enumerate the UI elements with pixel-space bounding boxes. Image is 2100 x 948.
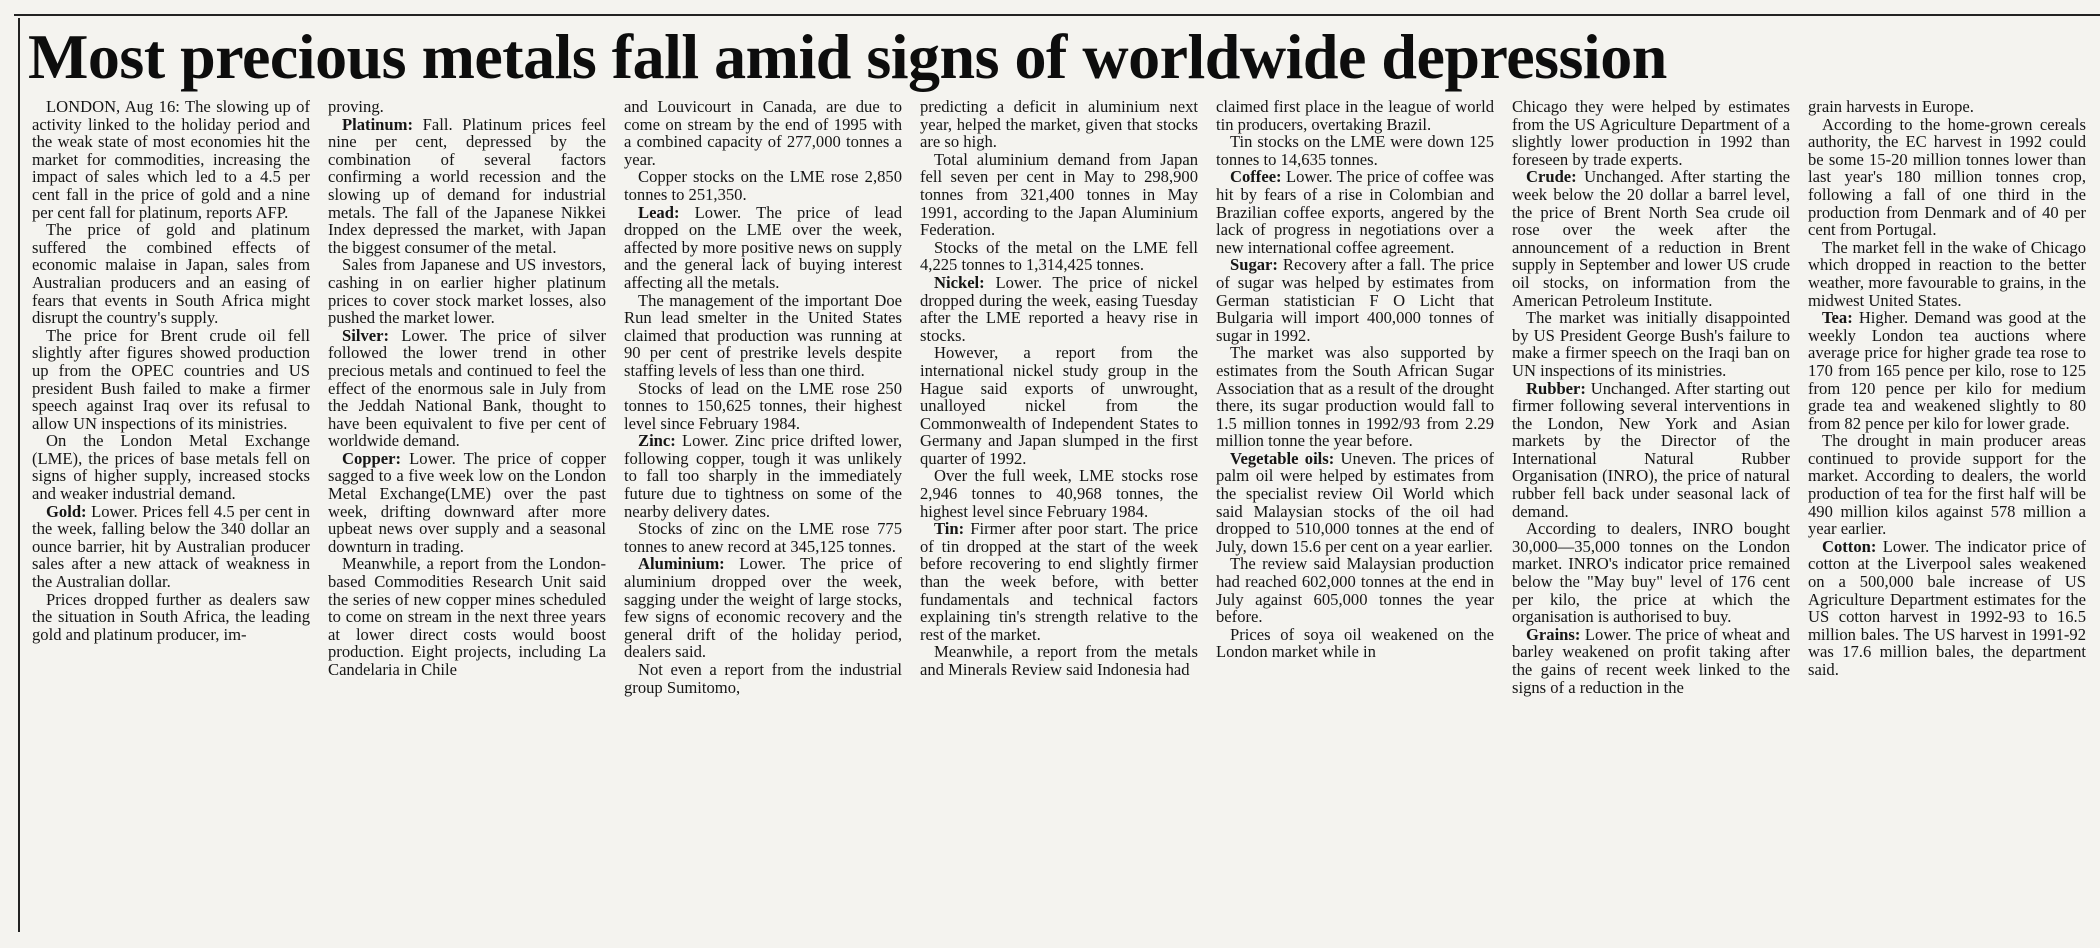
paragraph xyxy=(1808,432,2086,538)
paragraph-text: Chicago they were helped by estimates from the US Agriculture Department of a slightly lower production in 1992 than foreseen by trade experts. xyxy=(1512,98,1790,169)
paragraph xyxy=(1512,520,1790,626)
section-lead: Vegetable oils: xyxy=(1230,448,1335,468)
paragraph xyxy=(1216,168,1494,256)
paragraph xyxy=(624,555,902,661)
paragraph xyxy=(1216,555,1494,625)
paragraph-text: Stocks of zinc on the LME rose 775 tonnes to anew record at 345,125 tonnes. xyxy=(624,519,902,556)
paragraph-text: predicting a deficit in aluminium next year, helped the market, given that stocks are so high. xyxy=(920,98,1198,152)
paragraph-text: The management of the important Doe Run lead smelter in the United States claimed that production was running at 90 per cent of prestrike levels despite staffing levels of less than one third. xyxy=(624,290,902,380)
paragraph-text: Stocks of the metal on the LME fell 4,225 tonnes to 1,314,425 tonnes. xyxy=(920,237,1198,275)
paragraph-text: Uneven. The prices of palm oil were helped by estimates from the specialist review Oil World which said Malaysian stocks of the oil had dropped to 510,000 tonnes at the end of July, down 15.6 per cent on a year earlier. xyxy=(1216,448,1494,556)
paragraph-text: claimed first place in the league of world tin producers, overtaking Brazil. xyxy=(1216,98,1494,134)
paragraph xyxy=(328,327,606,450)
paragraph-text: LONDON, Aug 16: The slowing up of activity linked to the holiday period and the weak state of most economies hit the market for commodities, increasing the impact of sales which led to a 4.5 per cent fall in the price of gold and a nine per cent fall for platinum, reports AFP. xyxy=(32,98,310,222)
paragraph xyxy=(328,256,606,326)
paragraph xyxy=(624,168,902,203)
section-lead: Platinum: xyxy=(342,114,413,134)
paragraph xyxy=(920,98,1198,151)
paragraph-text: Firmer after poor start. The price of tin dropped at the start of the week before recovering to end slightly firmer than the week before, with better fundamentals and technical factors explaining tin's strength relative to the rest of the market. xyxy=(920,519,1198,644)
section-lead: Cotton: xyxy=(1822,536,1877,556)
article-column-5 xyxy=(1216,98,1494,933)
paragraph-text: The price of gold and platinum suffered the combined effects of economic malaise in Japan, sales from Australian producers and an easing of fears that events in South Africa might disrupt the country's supply. xyxy=(32,220,310,328)
paragraph-text: Total aluminium demand from Japan fell seven per cent in May to 298,900 tonnes from 321,400 tonnes in May 1991, according to the Japan Aluminium Federation. xyxy=(920,149,1198,240)
section-lead: Nickel: xyxy=(934,272,985,292)
paragraph-text: Lower. The price of silver followed the lower trend in other precious metals and continued to feel the effect of the enormous sale in July from the Jeddah National Bank, thought to have been equivalent to five per cent of worldwide demand. xyxy=(328,325,606,451)
article-column-7 xyxy=(1808,98,2086,933)
paragraph-text: Lower. The indicator price of cotton at the Liverpool sales weakened on a 500,000 bale increase of US Agriculture Department estimates for the US cotton harvest in 1992-93 to 16.5 million bales. The US harvest in 1991-92 was 17.6 million bales, the department said. xyxy=(1808,536,2086,679)
paragraph-text: Stocks of lead on the LME rose 250 tonnes to 150,625 tonnes, their highest level since February 1984. xyxy=(624,378,902,433)
paragraph-text: Lower. The price of wheat and barley weakened on profit taking after the gains of recent week linked to the signs of a reduction in the xyxy=(1512,624,1790,697)
paragraph xyxy=(328,555,606,678)
section-lead: Tin: xyxy=(934,519,965,539)
article-column-3 xyxy=(624,98,902,933)
paragraph xyxy=(1512,98,1790,168)
section-lead: Sugar: xyxy=(1230,255,1278,275)
paragraph xyxy=(1808,98,2086,116)
paragraph-text: Sales from Japanese and US investors, cashing in on earlier higher platinum prices to cover stock market losses, also pushed the market lower. xyxy=(328,255,606,328)
paragraph-text: The review said Malaysian production had reached 602,000 tonnes at the end in July against 605,000 tonnes the year before. xyxy=(1216,554,1494,627)
paragraph-text: Lower. The price of aluminium dropped over the week, sagging under the weight of large stocks, few signs of economic recovery and the general drift of the holiday period, dealers said. xyxy=(624,554,902,662)
paragraph xyxy=(624,204,902,292)
paragraph-text: The market fell in the wake of Chicago which dropped in reaction to the better weather, more favourable to grains, in the midwest United States. xyxy=(1808,237,2086,310)
paragraph xyxy=(624,380,902,433)
paragraph-text: Fall. Platinum prices feel nine per cent, depressed by the combination of several factors confirming a world recession and the slowing up of demand for industrial metals. The fall of the Japanese Nikkei Index depressed the market, with Japan the biggest consumer of the metal. xyxy=(328,114,606,257)
article-column-4 xyxy=(920,98,1198,933)
paragraph xyxy=(32,327,310,433)
paragraph-text: Prices dropped further as dealers saw the situation in South Africa, the leading gold and platinum producer, im- xyxy=(32,589,310,644)
section-lead: Lead: xyxy=(638,202,680,222)
article-column-2 xyxy=(328,98,606,933)
paragraph xyxy=(1216,256,1494,344)
paragraph-text: proving. xyxy=(328,98,384,116)
paragraph-text: The market was also supported by estimates from the South African Sugar Association that as a result of the drought there, its sugar production would fall to 1.5 million tonnes in 1992/93 from 2.29 million tonne the year before. xyxy=(1216,343,1494,451)
paragraph-text: Unchanged. After starting out firmer following several interventions in the London, New York and Asian markets by the Director of the International Natural Rubber Organisation (INRO), the price of natural rubber fell back under seasonal lack of demand. xyxy=(1512,378,1790,521)
paragraph xyxy=(1808,239,2086,309)
paragraph xyxy=(1216,626,1494,661)
paragraph xyxy=(328,98,606,116)
section-lead: Tea: xyxy=(1822,308,1853,328)
paragraph-text: Lower. The price of copper sagged to a five week low on the London Metal Exchange(LME) over the past week, drifting downward after more upbeat news over supply and a seasonal downturn in trading. xyxy=(328,448,606,556)
paragraph-text: Prices of soya oil weakened on the London market while in xyxy=(1216,624,1494,662)
section-lead: Gold: xyxy=(46,501,87,521)
paragraph xyxy=(32,221,310,327)
paragraph-text: Meanwhile, a report from the metals and Minerals Review said Indonesia had xyxy=(920,642,1198,679)
paragraph-text: The drought in main producer areas continued to provide support for the market. According to dealers, the world production of tea for the first half will be 490 million kilos against 578 million a year earlier. xyxy=(1808,431,2086,539)
paragraph xyxy=(1512,309,1790,379)
paragraph xyxy=(328,450,606,556)
paragraph-text: and Louvicourt in Canada, are due to come on stream by the end of 1995 with a combined capacity of 277,000 tonnes a year. xyxy=(624,98,902,169)
paragraph xyxy=(920,467,1198,520)
section-lead: Crude: xyxy=(1526,167,1577,187)
paragraph xyxy=(920,344,1198,467)
paragraph-text: The price for Brent crude oil fell slightly after figures showed production up from the OPEC countries and US president Bush failed to make a firmer speech against Iraq over its refusal to allow UN inspections of its ministries. xyxy=(32,325,310,433)
paragraph xyxy=(1808,538,2086,679)
paragraph xyxy=(1216,344,1494,450)
paragraph xyxy=(1512,168,1790,309)
paragraph-text: grain harvests in Europe. xyxy=(1808,98,1974,116)
paragraph-text: Tin stocks on the LME were down 125 tonnes to 14,635 tonnes. xyxy=(1216,132,1494,169)
paragraph xyxy=(920,643,1198,678)
paragraph xyxy=(1512,626,1790,696)
paragraph-text: Higher. Demand was good at the weekly London tea auctions where average price for higher grade tea rose to 170 from 165 pence per kilo, rose to 125 from 120 pence per kilo for medium grade tea and weakened slightly to 80 from 82 pence per kilo for lower grade. xyxy=(1808,308,2086,433)
paragraph xyxy=(920,520,1198,643)
article-column-6 xyxy=(1512,98,1790,933)
section-lead: Silver: xyxy=(342,325,390,345)
headline: Most precious metals fall amid signs of worldwide depression xyxy=(28,21,1667,92)
section-lead: Coffee: xyxy=(1230,167,1282,187)
paragraph xyxy=(1808,309,2086,432)
left-rule xyxy=(18,18,20,932)
paragraph-text: Meanwhile, a report from the London-based Commodities Research Unit said the series of new copper mines scheduled to come on stream in the next three years at lower direct costs would boost production. Eight projects, including La Candelaria in Chile xyxy=(328,554,606,679)
paragraph xyxy=(624,661,902,696)
paragraph-text: However, a report from the international nickel study group in the Hague said exports of unwrought, unalloyed nickel from the Commonwealth of Independent States to Germany and Japan slumped in the first quarter of 1992. xyxy=(920,343,1198,468)
paragraph xyxy=(920,239,1198,274)
paragraph-text: Lower. The price of coffee was hit by fears of a rise in Colombian and Brazilian coffee exports, angered by the lack of progress in negotiations over a new international coffee agreement. xyxy=(1216,167,1494,257)
paragraph xyxy=(32,591,310,644)
section-lead: Grains: xyxy=(1526,624,1581,644)
paragraph xyxy=(1216,98,1494,133)
paragraph-text: According to the home-grown cereals authority, the EC harvest in 1992 could be some 15-20 million tonnes lower than last year's 180 million tonnes crop, following a fall of one third in the production from Denmark and of 40 per cent from Portugal. xyxy=(1808,114,2086,240)
paragraph-text: According to dealers, INRO bought 30,000—35,000 tonnes on the London market. INRO's indicator price remained below the "May buy" level of 176 cent per kilo, the price at which the organisation is authorised to buy. xyxy=(1512,519,1790,627)
paragraph xyxy=(1808,116,2086,239)
paragraph xyxy=(328,116,606,257)
paragraph xyxy=(920,274,1198,344)
paragraph xyxy=(1216,133,1494,168)
paragraph xyxy=(1216,450,1494,556)
paragraph xyxy=(624,520,902,555)
paragraph-text: Lower. The price of lead dropped on the LME over the week, affected by more positive news on supply and the general lack of buying interest affecting all the metals. xyxy=(624,202,902,292)
paragraph xyxy=(624,432,902,520)
paragraph xyxy=(624,292,902,380)
paragraph-text: Unchanged. After starting the week below the 20 dollar a barrel level, the price of Brent North Sea crude oil rose over the week after the announcement of a reduction in Brent supply in September and lower US crude oil stocks, on information from the American Petroleum Institute. xyxy=(1512,167,1790,310)
article-column-1 xyxy=(32,98,310,933)
paragraph-text: On the London Metal Exchange (LME), the prices of base metals fell on signs of higher supply, increased stocks and weaker industrial demand. xyxy=(32,431,310,504)
paragraph xyxy=(624,98,902,168)
section-lead: Zinc: xyxy=(638,431,676,451)
paragraph-text: Lower. Prices fell 4.5 per cent in the week, falling below the 340 dollar an ounce barrier, hit by Australian producer sales after a new attack of weakness in the Australian dollar. xyxy=(32,501,310,592)
paragraph xyxy=(920,151,1198,239)
paragraph-text: Lower. The price of nickel dropped during the week, easing Tuesday after the LME reported a heavy rise in stocks. xyxy=(920,272,1198,345)
section-lead: Aluminium: xyxy=(638,554,725,574)
paragraph-text: Not even a report from the industrial group Sumitomo, xyxy=(624,660,902,697)
paragraph-text: Lower. Zinc price drifted lower, following copper, tough it was unlikely to fall too sharply in the immediately future due to tightness on some of the nearby delivery dates. xyxy=(624,431,902,521)
paragraph-text: Copper stocks on the LME rose 2,850 tonnes to 251,350. xyxy=(624,167,902,204)
article-body xyxy=(32,98,2092,933)
section-lead: Copper: xyxy=(342,448,401,468)
paragraph xyxy=(32,503,310,591)
paragraph xyxy=(32,432,310,502)
paragraph-text: Recovery after a fall. The price of sugar was helped by estimates from German statistician F O Licht that Bulgaria will import 400,000 tonnes of sugar in 1992. xyxy=(1216,255,1494,345)
section-lead: Rubber: xyxy=(1526,378,1586,398)
paragraph-text: Over the full week, LME stocks rose 2,946 tonnes to 40,968 tonnes, the highest level since February 1984. xyxy=(920,466,1198,521)
paragraph xyxy=(32,98,310,221)
paragraph-text: The market was initially disappointed by US President George Bush's failure to make a firmer speech on the Iraqi ban on UN inspections of its ministries. xyxy=(1512,308,1790,380)
paragraph xyxy=(1512,380,1790,521)
